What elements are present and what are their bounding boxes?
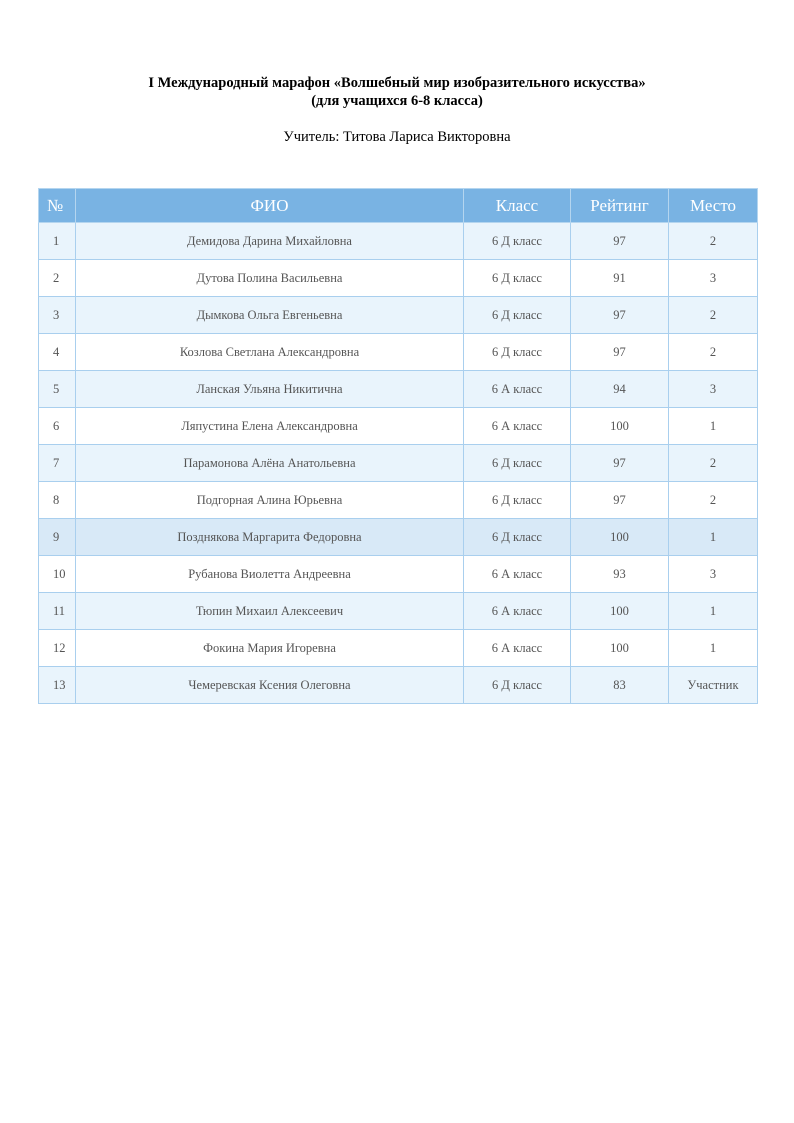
cell-name: Ляпустина Елена Александровна [76, 408, 464, 445]
table-row [39, 445, 758, 482]
table-row [39, 334, 758, 371]
cell-name: Чемеревская Ксения Олеговна [76, 667, 464, 704]
cell-rating: 93 [571, 556, 669, 593]
table-header-row [39, 189, 758, 223]
cell-class: 6 А класс [464, 630, 571, 667]
cell-class: 6 Д класс [464, 297, 571, 334]
column-header-place: Место [669, 189, 758, 223]
cell-place: 2 [669, 297, 758, 334]
cell-place: 1 [669, 593, 758, 630]
cell-class: 6 Д класс [464, 334, 571, 371]
cell-place: 1 [669, 519, 758, 556]
cell-place: 1 [669, 630, 758, 667]
cell-name: Парамонова Алёна Анатольевна [76, 445, 464, 482]
table-row [39, 297, 758, 334]
cell-class: 6 Д класс [464, 445, 571, 482]
cell-name: Демидова Дарина Михайловна [76, 223, 464, 260]
column-header-number: № [39, 189, 76, 223]
cell-name: Дымкова Ольга Евгеньевна [76, 297, 464, 334]
cell-place: 3 [669, 260, 758, 297]
cell-place: 3 [669, 556, 758, 593]
cell-class: 6 Д класс [464, 519, 571, 556]
cell-place: 2 [669, 223, 758, 260]
cell-rating: 97 [571, 223, 669, 260]
cell-number: 10 [39, 556, 76, 593]
results-table [38, 188, 758, 704]
cell-rating: 100 [571, 519, 669, 556]
cell-name: Подгорная Алина Юрьевна [76, 482, 464, 519]
table-row [39, 260, 758, 297]
cell-class: 6 Д класс [464, 260, 571, 297]
cell-number: 12 [39, 630, 76, 667]
cell-number: 11 [39, 593, 76, 630]
cell-class: 6 А класс [464, 408, 571, 445]
cell-rating: 94 [571, 371, 669, 408]
cell-class: 6 Д класс [464, 482, 571, 519]
table-row [39, 223, 758, 260]
cell-rating: 97 [571, 445, 669, 482]
table-row [39, 667, 758, 704]
cell-class: 6 А класс [464, 593, 571, 630]
cell-rating: 97 [571, 482, 669, 519]
cell-number: 1 [39, 223, 76, 260]
column-header-name: ФИО [76, 189, 464, 223]
cell-place: 2 [669, 334, 758, 371]
cell-number: 4 [39, 334, 76, 371]
cell-rating: 91 [571, 260, 669, 297]
cell-name: Позднякова Маргарита Федоровна [76, 519, 464, 556]
cell-place: 3 [669, 371, 758, 408]
cell-number: 9 [39, 519, 76, 556]
title-line-1: I Международный марафон «Волшебный мир изобразительного искусства» [148, 75, 646, 91]
cell-name: Козлова Светлана Александровна [76, 334, 464, 371]
cell-number: 2 [39, 260, 76, 297]
cell-rating: 83 [571, 667, 669, 704]
cell-place: Участник [669, 667, 758, 704]
title-line-2: (для учащихся 6-8 класса) [311, 93, 483, 109]
column-header-rating: Рейтинг [571, 189, 669, 223]
cell-class: 6 А класс [464, 556, 571, 593]
document-title [0, 74, 794, 110]
cell-place: 2 [669, 482, 758, 519]
cell-rating: 97 [571, 297, 669, 334]
cell-name: Тюпин Михаил Алексеевич [76, 593, 464, 630]
column-header-class: Класс [464, 189, 571, 223]
table-row [39, 371, 758, 408]
cell-place: 2 [669, 445, 758, 482]
cell-class: 6 Д класс [464, 223, 571, 260]
teacher-line: Учитель: Титова Лариса Викторовна [283, 129, 511, 145]
cell-class: 6 Д класс [464, 667, 571, 704]
table-row [39, 519, 758, 556]
table-row [39, 482, 758, 519]
cell-rating: 97 [571, 334, 669, 371]
cell-number: 5 [39, 371, 76, 408]
cell-rating: 100 [571, 630, 669, 667]
table-row [39, 408, 758, 445]
cell-class: 6 А класс [464, 371, 571, 408]
cell-rating: 100 [571, 408, 669, 445]
cell-name: Ланская Ульяна Никитична [76, 371, 464, 408]
cell-number: 8 [39, 482, 76, 519]
cell-number: 13 [39, 667, 76, 704]
cell-rating: 100 [571, 593, 669, 630]
cell-number: 6 [39, 408, 76, 445]
cell-place: 1 [669, 408, 758, 445]
cell-name: Фокина Мария Игоревна [76, 630, 464, 667]
cell-name: Дутова Полина Васильевна [76, 260, 464, 297]
cell-number: 3 [39, 297, 76, 334]
table-row [39, 556, 758, 593]
cell-name: Рубанова Виолетта Андреевна [76, 556, 464, 593]
table-row [39, 630, 758, 667]
cell-number: 7 [39, 445, 76, 482]
table-row [39, 593, 758, 630]
